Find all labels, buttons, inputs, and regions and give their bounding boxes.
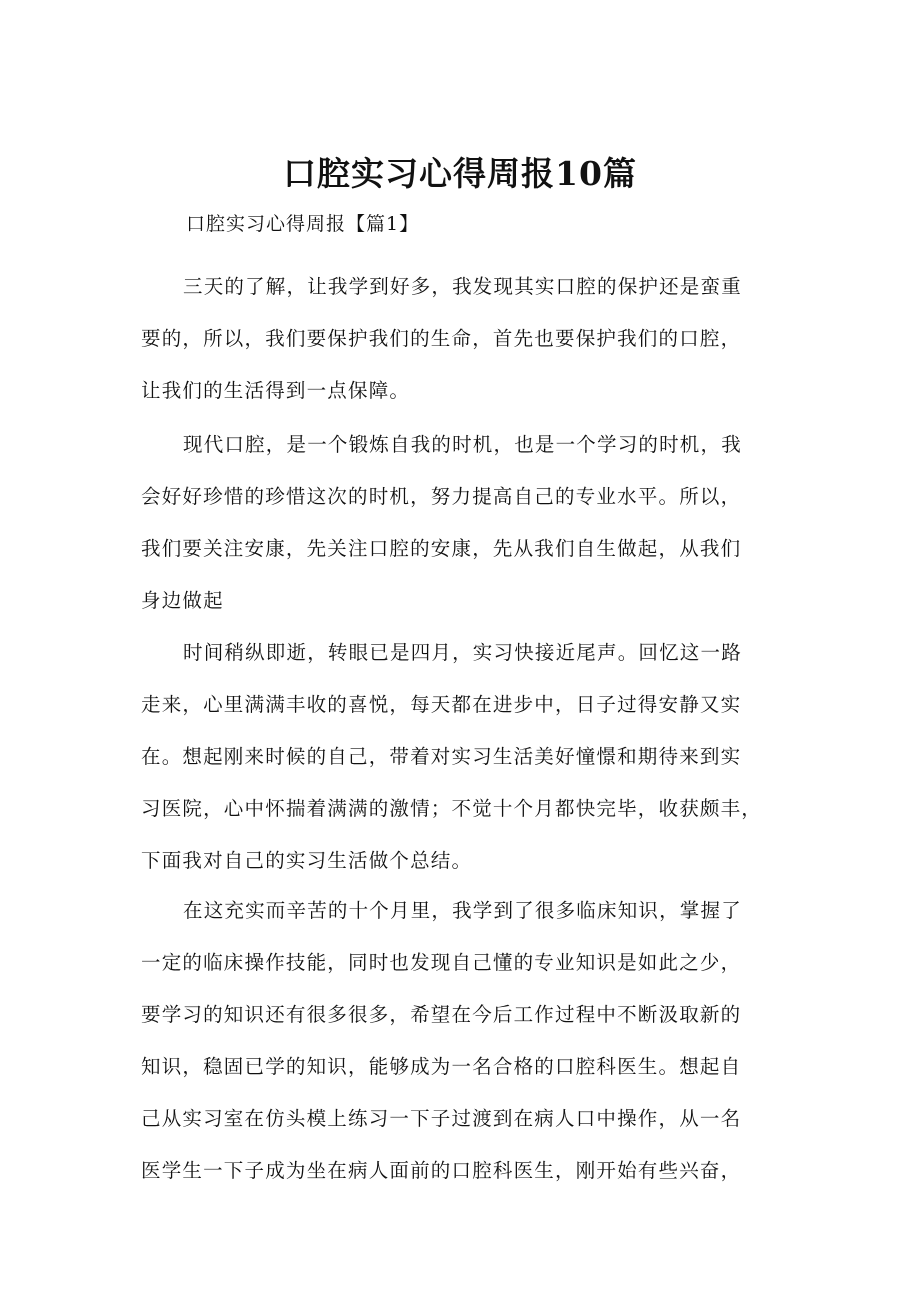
document-title: 口腔实习心得周报10篇: [283, 154, 637, 193]
paragraph-line: 在。想起刚来时候的自己，带着对实习生活美好憧憬和期待来到实: [141, 745, 742, 768]
paragraph-line: 要学习的知识还有很多很多，希望在今后工作过程中不断汲取新的: [141, 1003, 742, 1026]
paragraph-3: [141, 627, 801, 887]
section-heading: 口腔实习心得周报【篇1】: [186, 213, 420, 235]
paragraph-line: 时间稍纵即逝，转眼已是四月，实习快接近尾声。回忆这一路: [183, 641, 742, 664]
paragraph-line: 会好好珍惜的珍惜这次的时机，努力提高自己的专业水平。所以，: [141, 485, 742, 508]
paragraph-line: 下面我对自己的实习生活做个总结。: [141, 849, 473, 872]
paragraph-line: 己从实习室在仿头模上练习一下子过渡到在病人口中操作，从一名: [141, 1107, 742, 1130]
paragraph-line: 知识，稳固已学的知识，能够成为一名合格的口腔科医生。想起自: [141, 1055, 742, 1078]
paragraph-line: 现代口腔，是一个锻炼自我的时机，也是一个学习的时机，我: [183, 433, 742, 456]
paragraph-line: 身边做起: [141, 589, 224, 612]
paragraph-line: 三天的了解，让我学到好多，我发现其实口腔的保护还是蛮重: [183, 275, 742, 298]
paragraph-1: [141, 261, 801, 417]
paragraph-line: 要的，所以，我们要保护我们的生命，首先也要保护我们的口腔，: [141, 327, 742, 350]
paragraph-2: [141, 419, 801, 627]
paragraph-line: 一定的临床操作技能，同时也发现自己懂的专业知识是如此之少，: [141, 951, 742, 974]
paragraph-line: 走来，心里满满丰收的喜悦，每天都在进步中，日子过得安静又实: [141, 693, 742, 716]
paragraph-line: 习医院，心中怀揣着满满的激情；不觉十个月都快完毕，收获颇丰，: [141, 797, 763, 820]
paragraph-line: 医学生一下子成为坐在病人面前的口腔科医生，刚开始有些兴奋，: [141, 1159, 742, 1182]
paragraph-line: 在这充实而辛苦的十个月里，我学到了很多临床知识，掌握了: [183, 899, 742, 922]
paragraph-4: [141, 885, 801, 1197]
paragraph-line: 我们要关注安康，先关注口腔的安康，先从我们自生做起，从我们: [141, 537, 742, 560]
paragraph-line: 让我们的生活得到一点保障。: [141, 379, 411, 402]
